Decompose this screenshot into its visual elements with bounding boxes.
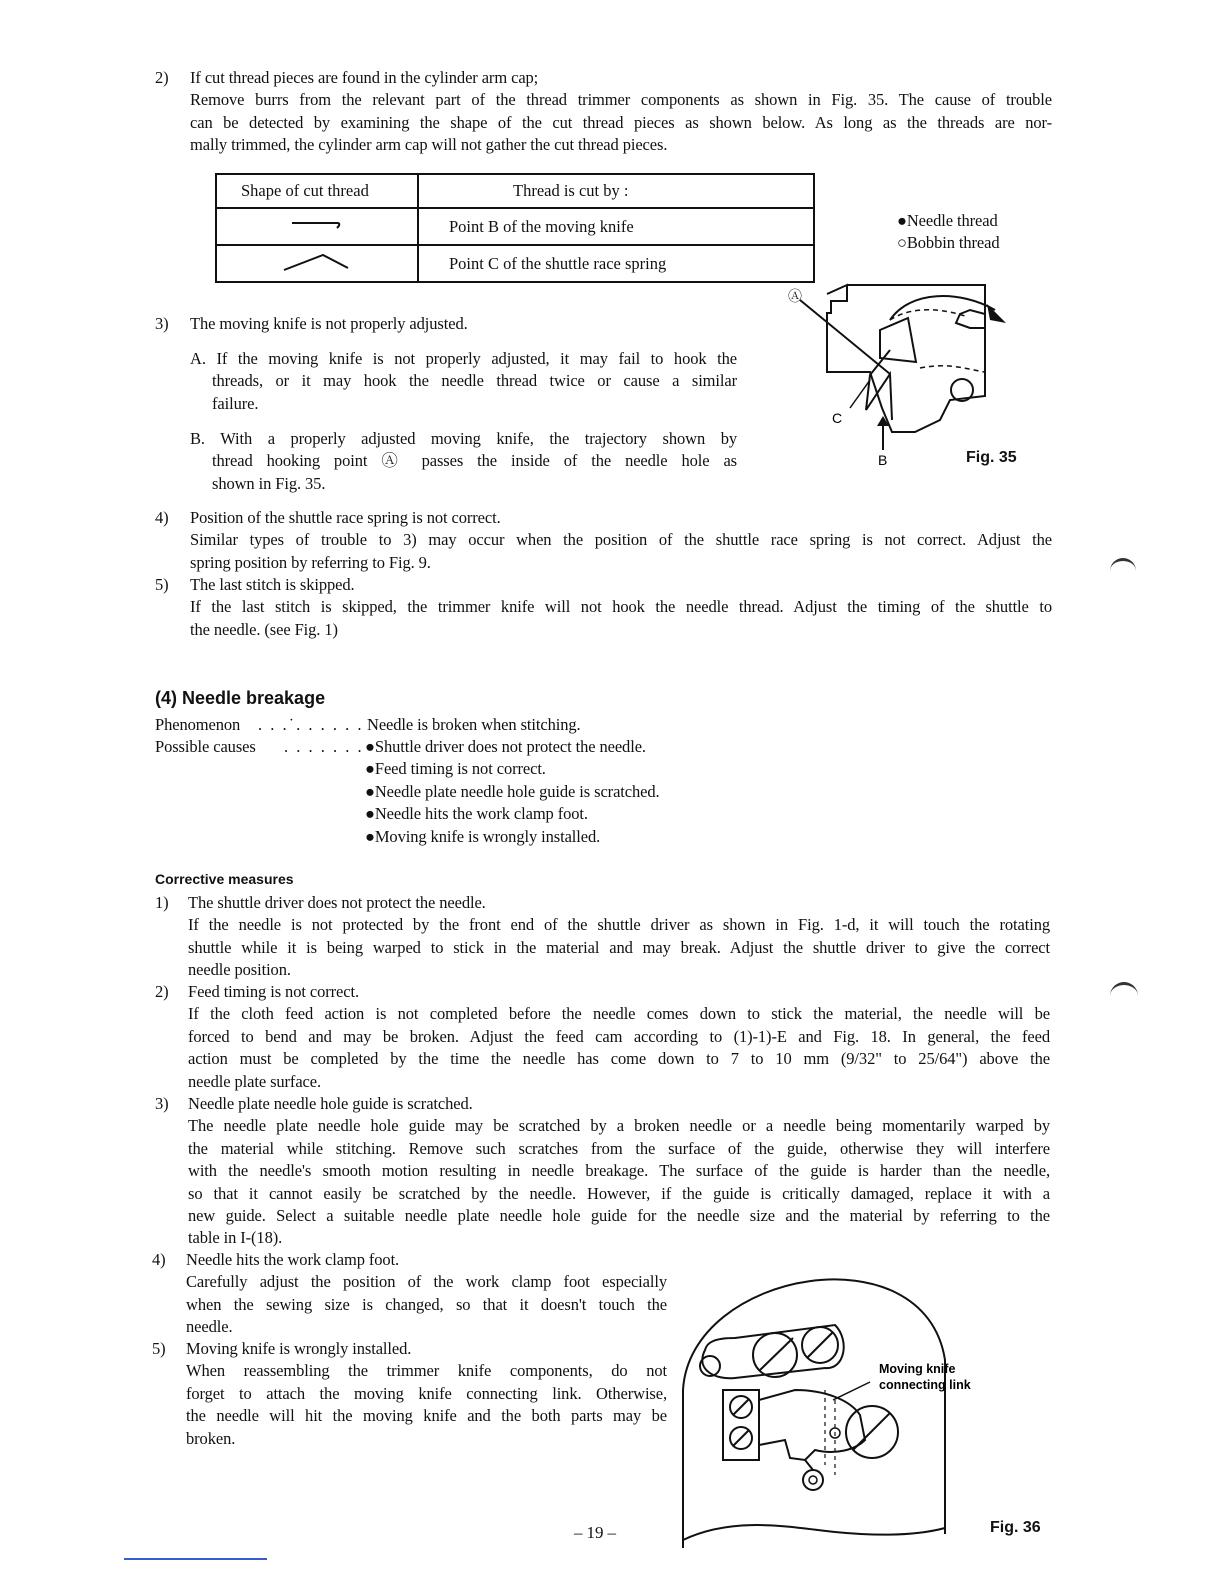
body-line: thread hooking point Ⓐ passes the inside of the needle hole as [212,451,737,471]
item-heading: The last stitch is skipped. [190,575,355,594]
body-line: broken. [186,1428,236,1448]
small-screw-slot [733,1399,749,1415]
item-number: 2) [155,982,169,1001]
body-line: mally trimmed, the cylinder arm cap will not gather the cut thread pieces. [190,135,668,155]
fig-36-caption: Fig. 36 [990,1519,1041,1536]
needle-thread-path [890,310,965,320]
corrective-2 [188,981,1050,1093]
legend-needle-thread: ●Needle thread [897,211,998,230]
binder-hole-mark [1110,558,1136,575]
list-item: ●Needle hits the work clamp foot. [365,804,588,824]
large-screw-slot [853,1413,890,1450]
list-item: ●Needle plate needle hole guide is scratched. [365,781,660,801]
body-line: A. If the moving knife is not properly adjusted, it may fail to hook the [190,349,737,368]
body-line: Carefully adjust the position of the work clamp foot especially [186,1272,667,1292]
item-heading: Needle hits the work clamp foot. [186,1250,400,1269]
screw-slot [760,1338,793,1370]
body-line: If the cloth feed action is not completed before the needle comes down to stick the material, the needle will be [188,1004,1050,1024]
page-number: – 19 – [574,1523,616,1542]
causes-list [365,736,660,848]
item-number: 3) [155,1094,169,1113]
table-cell-shape [216,208,418,245]
body-line: new guide. Select a suitable needle plate needle hole guide for the needle size and the material by referring to the [188,1206,1050,1226]
item-number: 3) [155,314,169,333]
fig35-label-b: B [878,452,888,468]
table-row [216,208,814,245]
table-row [216,245,814,282]
trajectory-arrow [890,296,995,320]
table-cell-shape [216,245,418,282]
item-heading: If cut thread pieces are found in the cylinder arm cap; [190,68,539,87]
item-heading: Needle plate needle hole guide is scratched. [188,1094,473,1113]
table-cell: Point B of the moving knife [418,208,814,245]
body-line: so that it cannot easily be scratched by the needle. However, if the guide is critically damaged, replace it with a [188,1183,1050,1203]
body-line: forced to bend and may be broken. Adjust the feed cam according to (1)-1)-E and Fig. 18. In general, the feed [188,1026,1050,1046]
fig-36-diagram [675,1250,995,1555]
section-4 [190,507,1052,574]
spring-tip [866,350,892,420]
body-line: B. With a properly adjusted moving knife, the trajectory shown by [190,429,737,448]
section-3-item-b [190,428,737,495]
corrective-1 [188,892,1050,982]
bottom-pin [803,1470,823,1490]
causes-label: Possible causes [155,737,256,756]
body-line: Similar types of trouble to 3) may occur when the position of the shuttle race spring is not correct. Adjust the [190,530,1052,550]
list-item: ●Feed timing is not correct. [365,759,546,779]
body-line: with the needle's smooth motion resulting in needle breakage. The surface of the guide is harder than the needle, [188,1161,1050,1181]
fig-35-diagram [780,270,1040,470]
leader-dots: . . . . . . . [284,737,364,756]
small-screw-slot [733,1430,749,1446]
break-line [683,1525,945,1540]
cut-thread-table [215,173,815,283]
body-line: the material while stitching. Remove such scratches from the surface of the guide, otherwise they will interfere [188,1138,1050,1158]
item-number: 5) [152,1339,166,1358]
section-title: (4) Needle breakage [155,688,326,708]
body-line: table in I-(18). [188,1228,283,1248]
body-line: Remove burrs from the relevant part of the thread trimmer components as shown in Fig. 35. The cause of trouble [190,90,1052,110]
item-number: 5) [155,575,169,594]
section-2 [190,67,1052,157]
knife-outline [827,285,985,432]
item-heading: Feed timing is not correct. [188,982,359,1001]
item-heading: The moving knife is not properly adjusted. [190,314,468,333]
body-line: spring position by referring to Fig. 9. [190,552,431,572]
section-5 [190,574,1052,641]
caret-shape-icon [217,246,417,276]
item-number: 2) [155,68,169,87]
legend-bobbin-thread: ○Bobbin thread [897,233,1000,252]
item-heading: Moving knife is wrongly installed. [186,1339,412,1358]
body-line: needle position. [188,960,291,980]
fig35-label-a: Ⓐ [788,288,802,304]
leader-line [833,1382,870,1400]
screw-slot [807,1332,833,1358]
leader-dots: . . .˙. . . . . . [258,715,364,734]
phenomenon-text: Needle is broken when stitching. [367,715,581,734]
body-line: needle plate surface. [188,1071,322,1091]
body-line: If the last stitch is skipped, the trimmer knife will not hook the needle thread. Adjust the timing of the shuttle to [190,597,1052,617]
pin-link [805,1460,813,1470]
table-header-cell: Shape of cut thread [216,174,418,208]
table-header-cell: Thread is cut by : [418,174,814,208]
phenomenon-label: Phenomenon [155,715,241,734]
body-line: needle. [186,1317,233,1337]
list-item: ●Moving knife is wrongly installed. [365,826,601,846]
item-number: 4) [155,508,169,527]
arrowhead [987,304,1006,323]
body-line: If the needle is not protected by the front end of the shuttle driver as shown in Fig. 1-d, it will touch the rotating [188,915,1050,935]
body-line: shuttle while it is being warped to stick in the material and may break. Adjust the shuttle driver to give the correct [188,937,1050,957]
table-cell: Point C of the shuttle race spring [418,245,814,282]
body-line: action must be completed by the time the needle has come down to 7 to 10 mm (9/32" to 25/64") above the [188,1049,1050,1069]
body-line: When reassembling the trimmer knife components, do not [186,1361,667,1381]
table-header-row [216,174,814,208]
body-line: forget to attach the moving knife connecting link. Otherwise, [186,1383,667,1403]
section-3-item-a [190,348,737,415]
body-line: when the sewing size is changed, so that it doesn't touch the [186,1294,667,1314]
moving-knife [759,1390,865,1460]
body-line: failure. [212,393,259,413]
body-line: the needle will hit the moving knife and the both parts may be [186,1406,667,1426]
fig36-label-line1: Moving knife [879,1362,956,1376]
bottom-pin-center [809,1476,817,1484]
body-line: the needle. (see Fig. 1) [190,619,338,639]
item-heading: The shuttle driver does not protect the needle. [188,893,486,912]
item-number: 4) [152,1250,166,1269]
binder-hole-mark [1110,982,1138,999]
hook-shape-icon [217,209,417,239]
fig36-label-line2: connecting link [879,1378,971,1392]
corrective-5 [186,1338,667,1450]
item-heading: Position of the shuttle race spring is not correct. [190,508,501,527]
fig-35-caption: Fig. 35 [966,449,1017,466]
bottom-rule [124,1558,267,1560]
corrective-3 [188,1093,1050,1250]
corrective-title: Corrective measures [155,871,294,887]
body-line: can be detected by examining the shape of the cut thread pieces as shown below. As long as the threads are nor- [190,112,1052,132]
body-line: The needle plate needle hole guide may be scratched by a broken needle or a needle being momentarily warped by [188,1116,1050,1136]
corrective-4 [186,1249,667,1339]
fig35-label-c: C [832,410,843,426]
body-line: threads, or it may hook the needle thread twice or cause a similar [212,371,737,391]
bobbin-thread-path [920,366,985,372]
item-number: 1) [155,893,169,912]
point-a-line [800,300,890,374]
list-item: ●Shuttle driver does not protect the needle. [365,737,646,756]
body-line: shown in Fig. 35. [212,473,326,493]
